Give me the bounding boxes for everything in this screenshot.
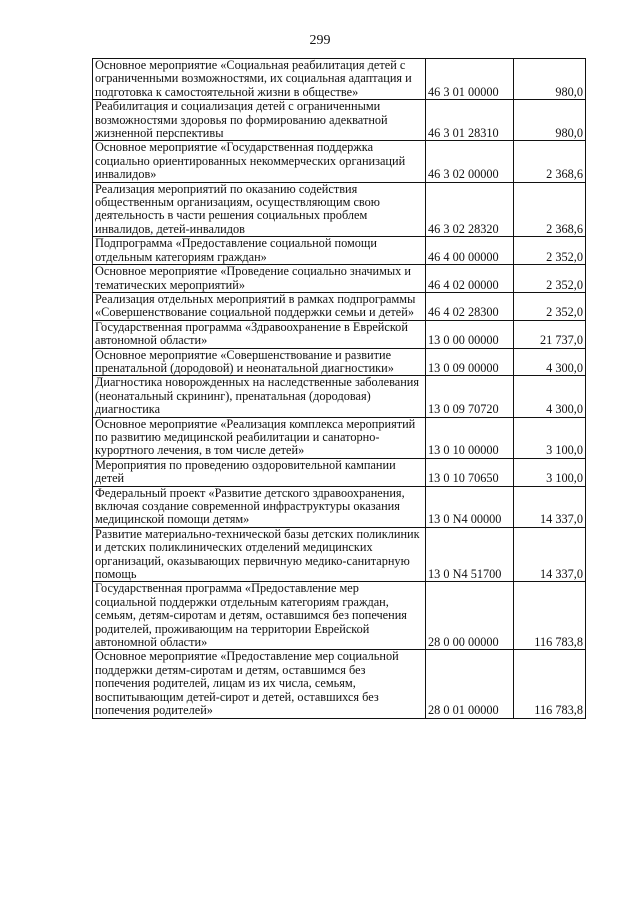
row-amount: 4 300,0 <box>514 348 586 376</box>
row-code: 13 0 N4 00000 <box>426 486 514 527</box>
row-amount: 2 368,6 <box>514 141 586 182</box>
row-code: 13 0 N4 51700 <box>426 527 514 582</box>
row-amount: 2 368,6 <box>514 182 586 237</box>
row-name: Основное мероприятие «Государственная поддержка социально ориентированных некоммерческих организаций инвалидов» <box>93 141 426 182</box>
table-row <box>93 292 586 320</box>
row-code: 46 3 01 00000 <box>426 59 514 100</box>
row-name: Основное мероприятие «Совершенствование и развитие пренатальной (дородовой) и неонатальной диагностики» <box>93 348 426 376</box>
row-name: Государственная программа «Здравоохранение в Еврейской автономной области» <box>93 320 426 348</box>
row-code: 13 0 09 00000 <box>426 348 514 376</box>
row-code: 46 3 02 00000 <box>426 141 514 182</box>
row-amount: 2 352,0 <box>514 237 586 265</box>
row-amount: 980,0 <box>514 59 586 100</box>
row-name: Федеральный проект «Развитие детского здравоохранения, включая создание современной инфраструктуры оказания медицинской помощи детям» <box>93 486 426 527</box>
row-amount: 3 100,0 <box>514 417 586 458</box>
table-row <box>93 650 586 718</box>
table-row <box>93 376 586 417</box>
row-amount: 14 337,0 <box>514 527 586 582</box>
table-row <box>93 582 586 650</box>
table-row <box>93 100 586 141</box>
row-code: 46 3 02 28320 <box>426 182 514 237</box>
row-amount: 116 783,8 <box>514 582 586 650</box>
row-name: Основное мероприятие «Предоставление мер социальной поддержки детям-сиротам и детям, оставшимся без попечения родителей, лицам из их числа, семьям, воспитывающим детей-сирот и детей, оставшихся без попечения родителей» <box>93 650 426 718</box>
row-code: 46 4 02 28300 <box>426 292 514 320</box>
row-name: Реализация мероприятий по оказанию содействия общественным организациям, осуществляющим свою деятельность в части решения социальных проблем инвалидов, детей-инвалидов <box>93 182 426 237</box>
budget-table <box>92 58 586 719</box>
row-name: Основное мероприятие «Реализация комплекса мероприятий по развитию медицинской реабилитации и санаторно-курортного лечения, в том числе детей» <box>93 417 426 458</box>
row-code: 46 3 01 28310 <box>426 100 514 141</box>
table-row <box>93 141 586 182</box>
row-code: 13 0 10 70650 <box>426 458 514 486</box>
table-row <box>93 458 586 486</box>
table-row <box>93 182 586 237</box>
row-name: Государственная программа «Предоставление мер социальной поддержки отдельным категориям граждан, семьям, детям-сиротам и детям, оставшимся без попечения родителей, проживающим на территории Еврейской автономной области» <box>93 582 426 650</box>
table-row <box>93 348 586 376</box>
table-row <box>93 59 586 100</box>
row-name: Диагностика новорожденных на наследственные заболевания (неонатальный скрининг), пренатальная (дородовая) диагностика <box>93 376 426 417</box>
row-name: Мероприятия по проведению оздоровительной кампании детей <box>93 458 426 486</box>
row-name: Основное мероприятие «Социальная реабилитация детей с ограниченными возможностями, их социальная адаптация и подготовка к самостоятельной жизни в обществе» <box>93 59 426 100</box>
row-code: 13 0 09 70720 <box>426 376 514 417</box>
table-row <box>93 417 586 458</box>
row-code: 13 0 00 00000 <box>426 320 514 348</box>
row-name: Подпрограмма «Предоставление социальной помощи отдельным категориям граждан» <box>93 237 426 265</box>
row-name: Развитие материально-технической базы детских поликлиник и детских поликлинических отделений медицинских организаций, оказывающих первичную медико-санитарную помощь <box>93 527 426 582</box>
table-row <box>93 486 586 527</box>
row-amount: 2 352,0 <box>514 265 586 293</box>
row-code: 13 0 10 00000 <box>426 417 514 458</box>
budget-table-body <box>93 59 586 719</box>
table-row <box>93 237 586 265</box>
row-amount: 116 783,8 <box>514 650 586 718</box>
row-amount: 3 100,0 <box>514 458 586 486</box>
table-row <box>93 527 586 582</box>
row-code: 46 4 00 00000 <box>426 237 514 265</box>
row-code: 28 0 01 00000 <box>426 650 514 718</box>
row-code: 46 4 02 00000 <box>426 265 514 293</box>
page-number: 299 <box>309 33 331 48</box>
table-row <box>93 265 586 293</box>
row-name: Реабилитация и социализация детей с ограниченными возможностями здоровья по формированию адекватной жизненной перспективы <box>93 100 426 141</box>
row-name: Реализация отдельных мероприятий в рамках подпрограммы «Совершенствование социальной поддержки семьи и детей» <box>93 292 426 320</box>
row-name: Основное мероприятие «Проведение социально значимых и тематических мероприятий» <box>93 265 426 293</box>
row-code: 28 0 00 00000 <box>426 582 514 650</box>
row-amount: 2 352,0 <box>514 292 586 320</box>
row-amount: 4 300,0 <box>514 376 586 417</box>
row-amount: 14 337,0 <box>514 486 586 527</box>
row-amount: 980,0 <box>514 100 586 141</box>
table-row <box>93 320 586 348</box>
row-amount: 21 737,0 <box>514 320 586 348</box>
